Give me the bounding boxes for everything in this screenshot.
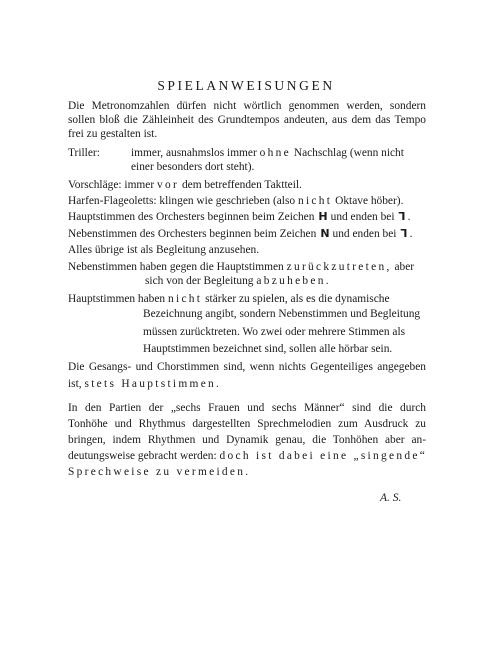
gesang-text-l2a: ist, <box>68 378 82 390</box>
harfen-line <box>68 194 426 208</box>
metronom-line-2: sollen bloß die Zähleinheit des Grundtempos andeuten, aus dem das Tempo <box>68 114 426 126</box>
haupt2-text-b: stärker zu spielen, als es die dynamische <box>205 293 390 305</box>
neben2-spaced-2: abzuheben. <box>256 275 331 287</box>
partien-text-l4a: deutungsweise gebracht werden: <box>68 450 217 462</box>
partien-spaced-2: Sprechweise zu vermeiden. <box>68 466 251 478</box>
partien-line-3: bringen, indem Rhythmen und Dynamik genau, die Tonhöhen aber an- <box>68 434 426 446</box>
partien-spaced: doch ist dabei eine „singende“ <box>219 450 428 462</box>
metronom-line-3: frei zu gestalten ist. <box>68 128 158 140</box>
triller-text-b: Nachschlag (wenn nicht <box>293 147 404 159</box>
partien-line-1: In den Partien der „sechs Frauen und sechs Männer“ sind die durch <box>68 402 426 414</box>
haupt2-spaced: nicht <box>167 293 203 305</box>
neben2-text-l2a: sich von der Begleitung <box>145 275 254 287</box>
partien-line-2: Tonhöhe und Rhythmus dargestellten Sprechmelodien zum Ausdruck zu <box>68 418 426 430</box>
stimme-end-icon: ⅂ <box>398 210 405 223</box>
haupt-text-b: und enden bei <box>330 211 395 223</box>
hauptstimmen-mark-line <box>68 210 426 224</box>
vorschlaege-spaced: vor <box>157 179 180 191</box>
signature: A. S. <box>380 492 402 504</box>
harfen-text-a: Harfen-Flageoletts: klingen wie geschrieben (also <box>68 195 296 207</box>
harfen-spaced: nicht <box>297 195 333 207</box>
haupt2-line-2: Bezeichnung angibt, sondern Nebenstimmen und Begleitung <box>143 308 421 320</box>
triller-text-a: immer, ausnahmslos immer <box>131 147 257 159</box>
stimme-end-icon: ⅂ <box>400 227 407 240</box>
neben-text-b: und enden bei <box>332 228 397 240</box>
triller-spaced: ohne <box>259 147 291 159</box>
neben2-text-b: aber <box>394 261 415 273</box>
haupt-text-a: Hauptstimmen des Orchesters beginnen beim Zeichen <box>68 211 315 223</box>
nebenstimme-start-icon: N <box>320 227 330 240</box>
partien-line-4 <box>68 449 426 463</box>
triller-label: Triller: <box>68 147 100 159</box>
nebenstimmen-mark-line <box>68 227 426 241</box>
triller-line-1 <box>68 146 426 160</box>
neben2-spaced: zurückzutreten, <box>286 261 392 273</box>
vorschlaege-line <box>68 178 426 192</box>
hauptstimme-start-icon: H <box>318 210 328 223</box>
neben2-line-1 <box>68 260 426 274</box>
neben2-text-a: Nebenstimmen haben gegen die Hauptstimmen <box>68 261 284 273</box>
neben2-line-2 <box>145 274 426 288</box>
partien-line-5 <box>68 465 426 479</box>
haupt-text-c: . <box>407 211 411 223</box>
triller-line-2: einer besonders dort steht). <box>131 161 255 173</box>
metronom-line-1: Die Metronomzahlen dürfen nicht wörtlich genommen werden, sondern <box>68 100 426 112</box>
neben-text-a: Nebenstimmen des Orchesters beginnen beim Zeichen <box>68 228 317 240</box>
haupt2-line-3: müssen zurücktreten. Wo zwei oder mehrere Stimmen als <box>143 326 406 338</box>
haupt2-line-1 <box>68 292 426 306</box>
alles-line: Alles übrige ist als Begleitung anzusehen. <box>68 244 260 256</box>
vorschlaege-text-a: Vorschläge: immer <box>68 179 155 191</box>
vorschlaege-text-b: dem betreffenden Taktteil. <box>181 179 302 191</box>
haupt2-text-a: Hauptstimmen haben <box>68 293 166 305</box>
gesang-line-2 <box>68 377 426 391</box>
haupt2-line-4: Hauptstimmen bezeichnet sind, sollen alle hörbar sein. <box>143 343 393 355</box>
harfen-text-b: Oktave höber). <box>335 195 404 207</box>
page-title: SPIELANWEISUNGEN <box>157 78 335 93</box>
neben-text-c: . <box>409 228 413 240</box>
gesang-line-1: Die Gesangs- und Chorstimmen sind, wenn nichts Gegenteiliges angegeben <box>68 361 426 373</box>
gesang-spaced: stets Hauptstimmen. <box>84 378 222 390</box>
